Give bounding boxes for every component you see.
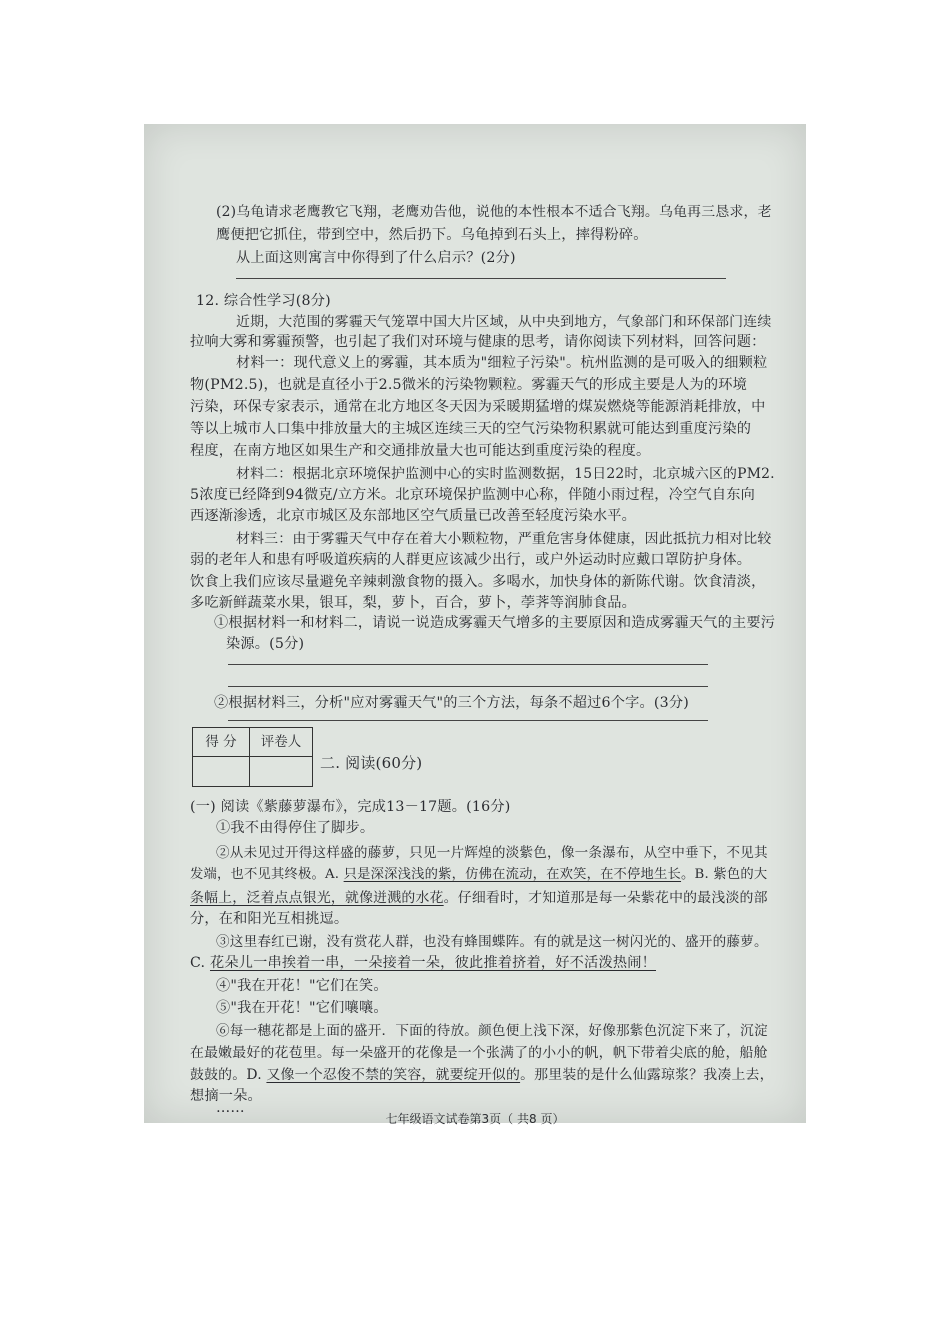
reading-p6-line: 在最嫩最好的花苞里。每一朵盛开的花像是一个张满了的小小的帆，帆下带着尖底的舱，船舱 <box>190 1045 768 1061</box>
material3-line: 多吃新鲜蔬菜水果，银耳，梨，萝卜，百合，萝卜，荸荠等润肺食品。 <box>190 595 637 611</box>
material1-line: 等以上城市人口集中排放量大的主城区连续三天的空气污染物积累就可能达到重度污染的 <box>190 421 752 437</box>
reading-p2-line: 分，在和阳光互相挑逗。 <box>190 911 349 927</box>
reading-p6-line <box>190 1063 774 1083</box>
score-table <box>192 727 313 787</box>
reading-text: 。仔细看时，才知道那是每一朵紫花中的最浅淡的部 <box>443 890 768 906</box>
q11-2-line1: (2)乌龟请求老鹰教它飞翔，老鹰劝告他，说他的本性根本不适合飞翔。乌龟再三恳求，老 <box>216 204 772 220</box>
page-footer: 七年级语文试卷第3页（ 共8 页） <box>385 1112 565 1126</box>
reading-p6-line: 想摘一朵。 <box>190 1088 262 1104</box>
q11-2-question: 从上面这则寓言中你得到了什么启示？(2分) <box>236 250 516 266</box>
exam-paper-photo <box>144 124 806 1126</box>
material1-line: 材料一：现代意义上的雾霾，其本质为"细粒子污染"。杭州监测的是可吸入的细颗粒 <box>236 355 768 371</box>
reading-p3-line <box>190 952 656 972</box>
grader-label: 评卷人 <box>250 728 312 757</box>
q12-intro-line: 拉响大雾和雾霾预警，也引起了我们对环境与健康的思考，请你阅读下列材料，回答问题： <box>190 334 766 350</box>
q12-intro-line: 近期，大范围的雾霾天气笼罩中国大片区域，从中央到地方，气象部门和环保部门连续 <box>236 314 772 330</box>
answer-line[interactable] <box>228 686 708 687</box>
reading-p2-line: ②从未见过开得这样盛的藤萝，只见一片辉煌的淡紫色，像一条瀑布，从空中垂下，不见其 <box>216 845 768 861</box>
reading-p5: ⑤"我在开花！"它们嚷嚷。 <box>216 1000 388 1016</box>
material2-line: 西逐渐渗透，北京市城区及东部地区空气质量已改善至轻度污染水平。 <box>190 508 637 524</box>
score-cell[interactable] <box>193 757 250 786</box>
reading-p3-line: ③这里春红已谢，没有赏花人群，也没有蜂围蝶阵。有的就是这一树闪光的、盛开的藤萝。 <box>216 934 768 950</box>
reading-text: 。B. 紫色的大 <box>681 867 768 882</box>
material3-line: 弱的老年人和患有呼吸道疾病的人群更应该减少出行，或户外运动时应戴口罩防护身体。 <box>190 552 752 568</box>
reading-p6-line: ⑥每一穗花都是上面的盛开．下面的待放。颜色便上浅下深，好像那紫色沉淀下来了，沉淀 <box>216 1023 768 1039</box>
reading-p2-line <box>190 863 767 882</box>
material3-line: 饮食上我们应该尽量避免辛辣刺激食物的摄入。多喝水，加快身体的新陈代谢。饮食清淡， <box>190 574 766 590</box>
reading-text: 。那里装的是什么仙露琼浆？我凑上去， <box>520 1067 774 1083</box>
material1-line: 污染，环保专家表示，通常在北方地区冬天因为采暖期猛增的煤炭燃烧等能源消耗排放，中 <box>190 399 766 415</box>
underlined-sentence-a: 只是深深浅浅的紫，仿佛在流动，在欢笑，在不停地生长 <box>343 867 682 882</box>
answer-line[interactable] <box>228 720 708 721</box>
q11-2-line2: 鹰便把它抓住，带到空中，然后扔下。乌龟掉到石头上，摔得粉碎。 <box>216 227 648 243</box>
underlined-sentence-d: 又像一个忍俊不禁的笑容，就要绽开似的 <box>266 1067 521 1083</box>
q12-sub2: ②根据材料三，分析"应对雾霾天气"的三个方法，每条不超过6个字。(3分) <box>214 695 690 711</box>
score-label: 得 分 <box>193 728 250 757</box>
grader-cell[interactable] <box>250 757 312 786</box>
reading-heading: (一) 阅读《紫藤萝瀑布》，完成13－17题。(16分) <box>190 799 511 815</box>
underlined-sentence-c: 花朵儿一串挨着一串，一朵接着一朵，彼此推着挤着，好不活泼热闹！ <box>209 955 656 971</box>
section-title: 二. 阅读(60分) <box>320 754 423 772</box>
reading-p2-line <box>190 886 768 906</box>
reading-text: 发端，也不见其终极。A. <box>190 867 344 882</box>
material2-line: 5浓度已经降到94微克/立方米。北京环境保护监测中心称，伴随小雨过程，冷空气自东向 <box>190 487 755 503</box>
reading-p1: ①我不由得停住了脚步。 <box>216 820 375 836</box>
ellipsis: …… <box>216 1100 245 1116</box>
material2-line: 材料二：根据北京环境保护监测中心的实时监测数据，15日22时，北京城六区的PM2. <box>236 466 775 482</box>
underlined-sentence-b: 条幅上，泛着点点银光，就像迸溅的水花 <box>190 890 444 906</box>
answer-line[interactable] <box>228 664 708 665</box>
material1-line: 物(PM2.5)，也就是直径小于2.5微米的污染物颗粒。雾霾天气的形成主要是人为的环境 <box>190 377 748 393</box>
reading-text: C. <box>190 955 210 971</box>
q12-sub1-cont: 染源。(5分) <box>226 636 305 652</box>
material1-line: 程度，在南方地区如果生产和交通排放量大也可能达到重度污染的程度。 <box>190 443 651 459</box>
reading-p4: ④"我在开花！"它们在笑。 <box>216 978 388 994</box>
q12-heading: 12. 综合性学习(8分) <box>196 293 331 309</box>
answer-line[interactable] <box>236 278 726 279</box>
material3-line: 材料三：由于雾霾天气中存在着大小颗粒物，严重危害身体健康，因此抵抗力相对比较 <box>236 531 772 547</box>
q12-sub1: ①根据材料一和材料二，请说一说造成雾霾天气增多的主要原因和造成雾霾天气的主要污 <box>214 615 776 631</box>
reading-text: 鼓鼓的。D. <box>190 1067 267 1083</box>
